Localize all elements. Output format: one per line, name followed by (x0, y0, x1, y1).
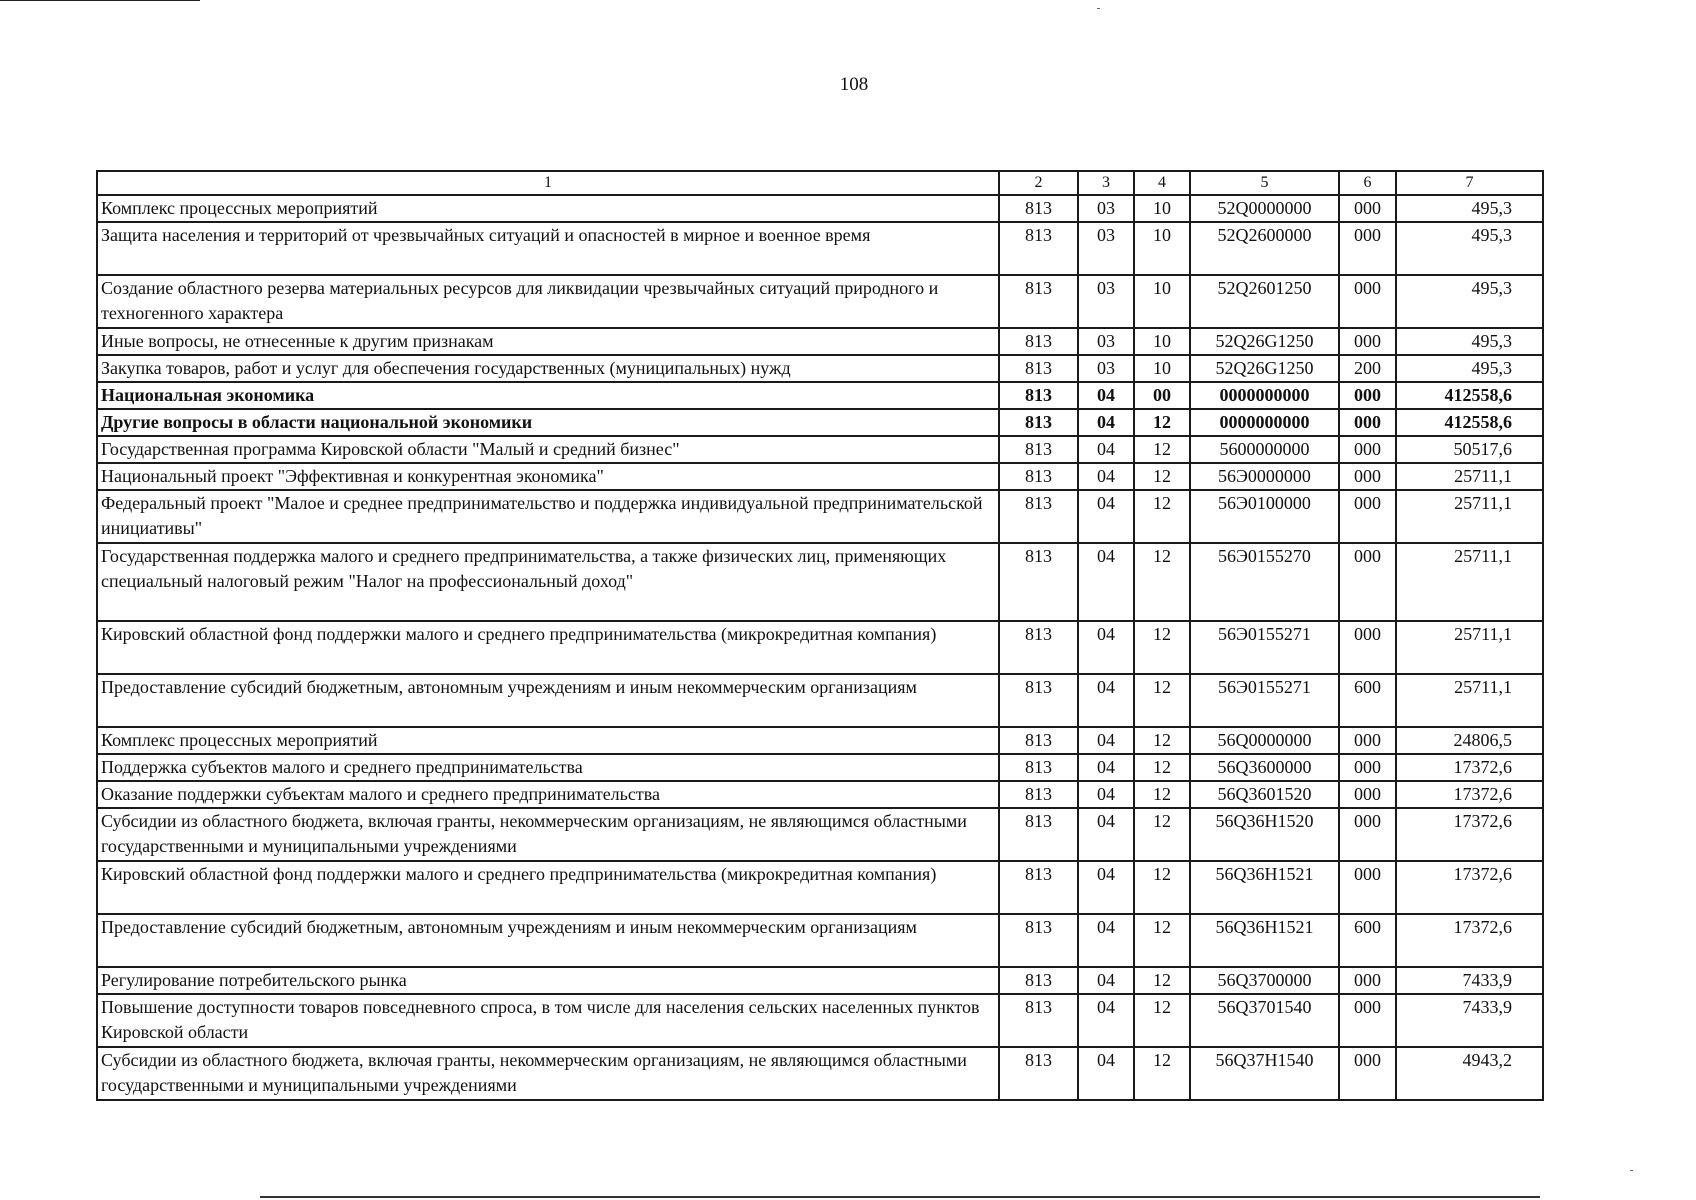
row-amount: 412558,6 (1396, 409, 1543, 436)
row-expense-type: 200 (1339, 355, 1396, 382)
table-row (97, 754, 1543, 781)
row-expense-type: 000 (1339, 409, 1396, 436)
row-name: Кировский областной фонд поддержки малого и среднего предпринимательства (микрокредитная компания) (97, 861, 999, 914)
row-amount: 7433,9 (1396, 967, 1543, 994)
row-name: Создание областного резерва материальных ресурсов для ликвидации чрезвычайных ситуаций природного и техногенного характера (97, 275, 999, 328)
row-amount: 17372,6 (1396, 808, 1543, 861)
column-header: 1 (97, 171, 999, 195)
column-header: 7 (1396, 171, 1543, 195)
row-expense-type: 000 (1339, 490, 1396, 543)
row-amount: 17372,6 (1396, 861, 1543, 914)
row-target-code: 56Q3600000 (1190, 754, 1339, 781)
table-row (97, 355, 1543, 382)
row-subsection-code: 12 (1134, 436, 1190, 463)
row-name: Предоставление субсидий бюджетным, автономным учреждениям и иным некоммерческим организациям (97, 674, 999, 727)
row-ministry-code: 813 (999, 275, 1078, 328)
row-subsection-code: 10 (1134, 328, 1190, 355)
row-expense-type: 600 (1339, 674, 1396, 727)
row-section-code: 04 (1078, 967, 1134, 994)
row-amount: 17372,6 (1396, 781, 1543, 808)
row-ministry-code: 813 (999, 781, 1078, 808)
budget-table-body (97, 171, 1543, 1100)
row-amount: 4943,2 (1396, 1047, 1543, 1100)
row-subsection-code: 12 (1134, 994, 1190, 1047)
row-ministry-code: 813 (999, 195, 1078, 222)
row-subsection-code: 10 (1134, 275, 1190, 328)
row-expense-type: 000 (1339, 967, 1396, 994)
row-ministry-code: 813 (999, 409, 1078, 436)
row-ministry-code: 813 (999, 436, 1078, 463)
row-amount: 50517,6 (1396, 436, 1543, 463)
row-target-code: 52Q2601250 (1190, 275, 1339, 328)
row-name: Защита населения и территорий от чрезвычайных ситуаций и опасностей в мирное и военное время (97, 222, 999, 275)
row-subsection-code: 12 (1134, 463, 1190, 490)
column-header: 6 (1339, 171, 1396, 195)
row-ministry-code: 813 (999, 914, 1078, 967)
page-number: 108 (839, 74, 869, 95)
row-section-code: 04 (1078, 463, 1134, 490)
table-row (97, 994, 1543, 1047)
row-amount: 25711,1 (1396, 543, 1543, 621)
row-ministry-code: 813 (999, 490, 1078, 543)
table-row (97, 808, 1543, 861)
row-subsection-code: 10 (1134, 195, 1190, 222)
table-row (97, 674, 1543, 727)
row-section-code: 03 (1078, 195, 1134, 222)
table-row (97, 621, 1543, 674)
column-header: 3 (1078, 171, 1134, 195)
scan-edge-top (0, 0, 200, 1)
budget-table (96, 170, 1544, 1101)
row-target-code: 56Q3601520 (1190, 781, 1339, 808)
table-row (97, 463, 1543, 490)
row-name: Комплекс процессных мероприятий (97, 727, 999, 754)
row-section-code: 03 (1078, 328, 1134, 355)
scan-speck (1630, 1170, 1633, 1171)
row-subsection-code: 12 (1134, 543, 1190, 621)
row-expense-type: 000 (1339, 994, 1396, 1047)
column-header: 5 (1190, 171, 1339, 195)
row-subsection-code: 00 (1134, 382, 1190, 409)
row-name: Государственная поддержка малого и среднего предпринимательства, а также физических лиц, применяющих специальный налоговый режим "Налог на профессиональный доход" (97, 543, 999, 621)
row-amount: 7433,9 (1396, 994, 1543, 1047)
row-section-code: 04 (1078, 490, 1134, 543)
row-name: Повышение доступности товаров повседневного спроса, в том числе для населения сельских населенных пунктов Кировской области (97, 994, 999, 1047)
row-section-code: 04 (1078, 914, 1134, 967)
row-amount: 25711,1 (1396, 463, 1543, 490)
row-target-code: 56Э0155270 (1190, 543, 1339, 621)
row-target-code: 52Q26G1250 (1190, 355, 1339, 382)
row-section-code: 04 (1078, 382, 1134, 409)
row-ministry-code: 813 (999, 754, 1078, 781)
row-name: Комплекс процессных мероприятий (97, 195, 999, 222)
column-header: 4 (1134, 171, 1190, 195)
row-amount: 25711,1 (1396, 674, 1543, 727)
row-target-code: 56Q36H1521 (1190, 914, 1339, 967)
row-name: Закупка товаров, работ и услуг для обеспечения государственных (муниципальных) нужд (97, 355, 999, 382)
row-name: Другие вопросы в области национальной экономики (97, 409, 999, 436)
row-ministry-code: 813 (999, 967, 1078, 994)
row-expense-type: 000 (1339, 727, 1396, 754)
row-target-code: 52Q2600000 (1190, 222, 1339, 275)
table-row (97, 436, 1543, 463)
row-section-code: 04 (1078, 808, 1134, 861)
row-expense-type: 000 (1339, 621, 1396, 674)
row-subsection-code: 12 (1134, 674, 1190, 727)
row-amount: 495,3 (1396, 222, 1543, 275)
row-subsection-code: 10 (1134, 355, 1190, 382)
table-row (97, 490, 1543, 543)
row-section-code: 03 (1078, 222, 1134, 275)
row-expense-type: 000 (1339, 222, 1396, 275)
row-section-code: 04 (1078, 409, 1134, 436)
row-expense-type: 000 (1339, 275, 1396, 328)
row-target-code: 56Q36H1521 (1190, 861, 1339, 914)
row-target-code: 56Q3701540 (1190, 994, 1339, 1047)
row-target-code: 56Э0100000 (1190, 490, 1339, 543)
row-ministry-code: 813 (999, 382, 1078, 409)
row-ministry-code: 813 (999, 994, 1078, 1047)
row-section-code: 04 (1078, 1047, 1134, 1100)
row-name: Национальная экономика (97, 382, 999, 409)
table-row (97, 1047, 1543, 1100)
row-section-code: 03 (1078, 355, 1134, 382)
row-amount: 412558,6 (1396, 382, 1543, 409)
row-section-code: 03 (1078, 275, 1134, 328)
table-row (97, 781, 1543, 808)
row-amount: 495,3 (1396, 355, 1543, 382)
table-header-row (97, 171, 1543, 195)
row-ministry-code: 813 (999, 543, 1078, 621)
row-amount: 25711,1 (1396, 621, 1543, 674)
row-name: Оказание поддержки субъектам малого и среднего предпринимательства (97, 781, 999, 808)
row-subsection-code: 12 (1134, 914, 1190, 967)
row-amount: 495,3 (1396, 328, 1543, 355)
row-subsection-code: 12 (1134, 967, 1190, 994)
row-subsection-code: 12 (1134, 781, 1190, 808)
row-section-code: 04 (1078, 543, 1134, 621)
row-name: Регулирование потребительского рынка (97, 967, 999, 994)
row-name: Субсидии из областного бюджета, включая гранты, некоммерческим организациям, не являющимся областными государственными и муниципальными учреждениями (97, 808, 999, 861)
table-row (97, 409, 1543, 436)
row-subsection-code: 10 (1134, 222, 1190, 275)
table-row (97, 382, 1543, 409)
row-ministry-code: 813 (999, 463, 1078, 490)
row-amount: 24806,5 (1396, 727, 1543, 754)
row-name: Иные вопросы, не отнесенные к другим признакам (97, 328, 999, 355)
row-expense-type: 000 (1339, 781, 1396, 808)
table-row (97, 195, 1543, 222)
row-expense-type: 000 (1339, 382, 1396, 409)
row-amount: 495,3 (1396, 195, 1543, 222)
row-section-code: 04 (1078, 754, 1134, 781)
row-ministry-code: 813 (999, 808, 1078, 861)
row-ministry-code: 813 (999, 222, 1078, 275)
row-name: Предоставление субсидий бюджетным, автономным учреждениям и иным некоммерческим организациям (97, 914, 999, 967)
column-header: 2 (999, 171, 1078, 195)
table-row (97, 967, 1543, 994)
row-subsection-code: 12 (1134, 808, 1190, 861)
row-amount: 17372,6 (1396, 754, 1543, 781)
row-name: Государственная программа Кировской области "Малый и средний бизнес" (97, 436, 999, 463)
row-target-code: 56Q0000000 (1190, 727, 1339, 754)
row-amount: 495,3 (1396, 275, 1543, 328)
row-expense-type: 000 (1339, 195, 1396, 222)
row-expense-type: 000 (1339, 1047, 1396, 1100)
row-section-code: 04 (1078, 727, 1134, 754)
row-subsection-code: 12 (1134, 861, 1190, 914)
row-ministry-code: 813 (999, 674, 1078, 727)
row-name: Субсидии из областного бюджета, включая гранты, некоммерческим организациям, не являющимся областными государственными и муниципальными учреждениями (97, 1047, 999, 1100)
row-expense-type: 000 (1339, 543, 1396, 621)
scan-speck (1097, 8, 1100, 9)
row-section-code: 04 (1078, 994, 1134, 1047)
row-target-code: 56Q36H1520 (1190, 808, 1339, 861)
row-subsection-code: 12 (1134, 621, 1190, 674)
row-section-code: 04 (1078, 621, 1134, 674)
row-target-code: 56Q37H1540 (1190, 1047, 1339, 1100)
scan-edge-bottom (260, 1196, 1540, 1198)
table-row (97, 727, 1543, 754)
row-ministry-code: 813 (999, 355, 1078, 382)
row-target-code: 52Q0000000 (1190, 195, 1339, 222)
row-target-code: 0000000000 (1190, 409, 1339, 436)
row-expense-type: 000 (1339, 328, 1396, 355)
row-name: Национальный проект "Эффективная и конкурентная экономика" (97, 463, 999, 490)
row-name: Поддержка субъектов малого и среднего предпринимательства (97, 754, 999, 781)
row-target-code: 56Э0155271 (1190, 674, 1339, 727)
row-name: Федеральный проект "Малое и среднее предпринимательство и поддержка индивидуальной предпринимательской инициативы" (97, 490, 999, 543)
row-target-code: 56Э0000000 (1190, 463, 1339, 490)
row-expense-type: 600 (1339, 914, 1396, 967)
row-section-code: 04 (1078, 781, 1134, 808)
table-row (97, 914, 1543, 967)
row-expense-type: 000 (1339, 436, 1396, 463)
row-subsection-code: 12 (1134, 754, 1190, 781)
row-target-code: 56Э0155271 (1190, 621, 1339, 674)
row-expense-type: 000 (1339, 754, 1396, 781)
row-ministry-code: 813 (999, 1047, 1078, 1100)
table-row (97, 222, 1543, 275)
row-ministry-code: 813 (999, 621, 1078, 674)
row-subsection-code: 12 (1134, 490, 1190, 543)
table-row (97, 543, 1543, 621)
row-subsection-code: 12 (1134, 409, 1190, 436)
row-ministry-code: 813 (999, 328, 1078, 355)
row-subsection-code: 12 (1134, 727, 1190, 754)
row-expense-type: 000 (1339, 861, 1396, 914)
row-target-code: 56Q3700000 (1190, 967, 1339, 994)
row-amount: 17372,6 (1396, 914, 1543, 967)
table-row (97, 328, 1543, 355)
row-subsection-code: 12 (1134, 1047, 1190, 1100)
row-section-code: 04 (1078, 674, 1134, 727)
row-target-code: 0000000000 (1190, 382, 1339, 409)
row-target-code: 52Q26G1250 (1190, 328, 1339, 355)
row-target-code: 5600000000 (1190, 436, 1339, 463)
row-section-code: 04 (1078, 861, 1134, 914)
row-expense-type: 000 (1339, 463, 1396, 490)
row-ministry-code: 813 (999, 861, 1078, 914)
row-ministry-code: 813 (999, 727, 1078, 754)
row-section-code: 04 (1078, 436, 1134, 463)
row-expense-type: 000 (1339, 808, 1396, 861)
row-amount: 25711,1 (1396, 490, 1543, 543)
row-name: Кировский областной фонд поддержки малого и среднего предпринимательства (микрокредитная компания) (97, 621, 999, 674)
table-row (97, 275, 1543, 328)
table-row (97, 861, 1543, 914)
